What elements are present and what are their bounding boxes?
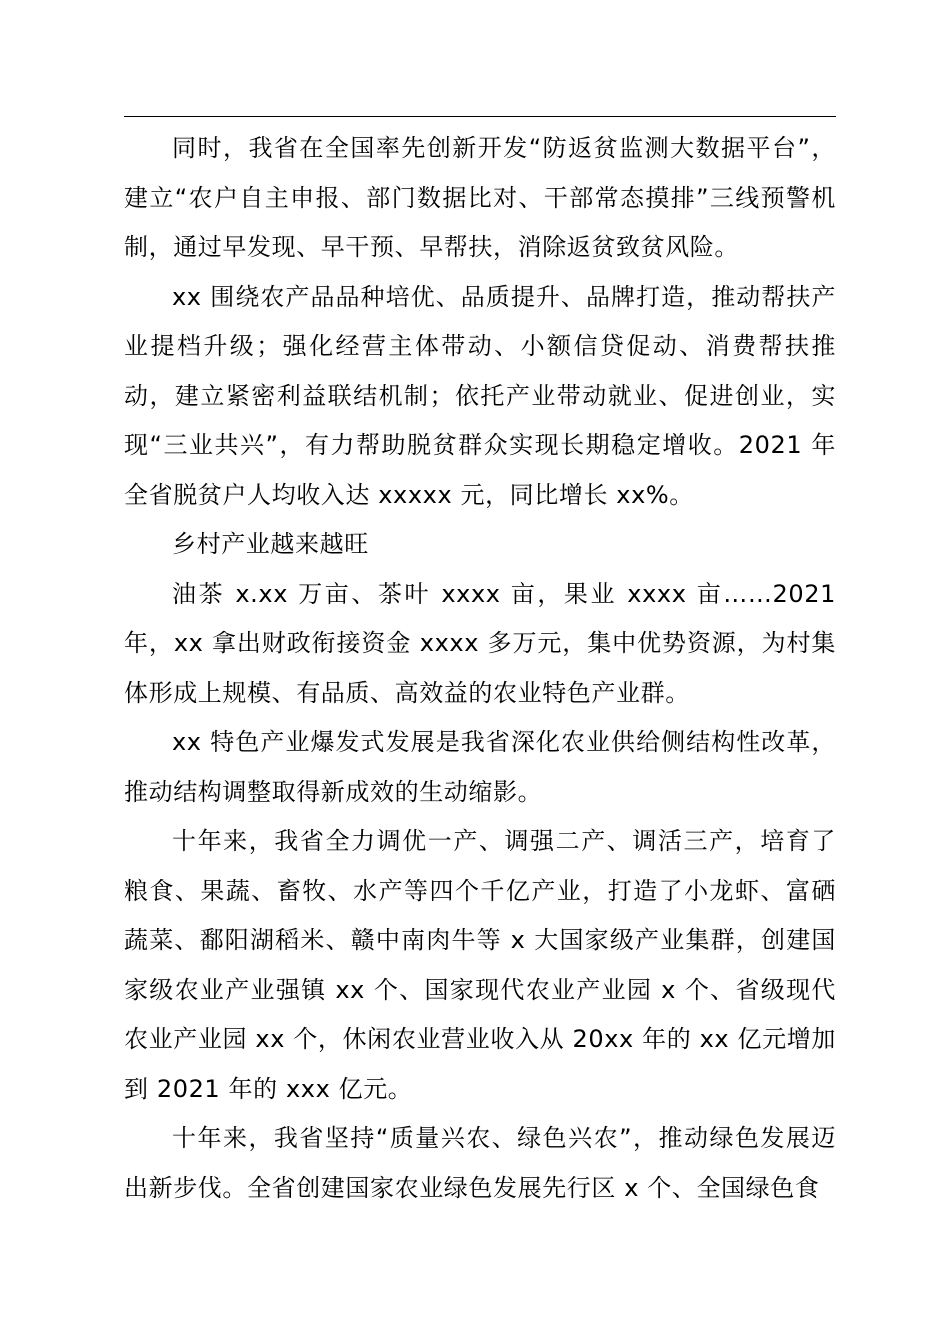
section-heading-rural-industry: 乡村产业越来越旺 bbox=[172, 530, 369, 558]
paragraph-ten-years-industry: 十年来，我省全力调优一产、调强二产、调活三产，培育了粮食、果蔬、畜牧、水产等四个千亿产业，打造了小龙虾、富硒蔬菜、鄱阳湖稻米、赣中南肉牛等 x 大国家级产业集群，创建国家级农业产业强镇 xx 个、国家现代农业产业园 x 个、省级现代农业产业园 xx 个，休闲农业营业收入从 20xx 年的 xx 亿元增加到 2021 年的 xxx 亿元。 bbox=[124, 827, 836, 1103]
paragraph-monitoring-platform: 同时，我省在全国率先创新开发“防返贫监测大数据平台”，建立“农户自主申报、部门数据比对、干部常态摸排”三线预警机制，通过早发现、早干预、早帮扶，消除返贫致贫风险。 bbox=[124, 134, 836, 261]
header-rule bbox=[124, 116, 836, 117]
paragraph-industry-upgrade: xx 围绕农产品品种培优、品质提升、品牌打造，推动帮扶产业提档升级；强化经营主体带动、小额信贷促动、消费帮扶推动，建立紧密利益联结机制；依托产业带动就业、促进创业，实现“三业共兴”，有力帮助脱贫群众实现长期稳定增收。2021 年全省脱贫户人均收入达 xxxxx 元，同比增长 xx%。 bbox=[124, 282, 836, 509]
document-body bbox=[124, 124, 836, 1213]
paragraph-oil-tea: 油茶 x.xx 万亩、茶叶 xxxx 亩，果业 xxxx 亩……2021 年，xx 拿出财政衔接资金 xxxx 多万元，集中优势资源，为村集体形成上规模、有品质、高效益的农业特色产业群。 bbox=[124, 579, 836, 707]
paragraph-reform-epitome: xx 特色产业爆发式发展是我省深化农业供给侧结构性改革，推动结构调整取得新成效的生动缩影。 bbox=[124, 728, 836, 806]
paragraph-ten-years-green: 十年来，我省坚持“质量兴农、绿色兴农”，推动绿色发展迈出新步伐。全省创建国家农业绿色发展先行区 x 个、全国绿色食 bbox=[124, 1124, 836, 1202]
